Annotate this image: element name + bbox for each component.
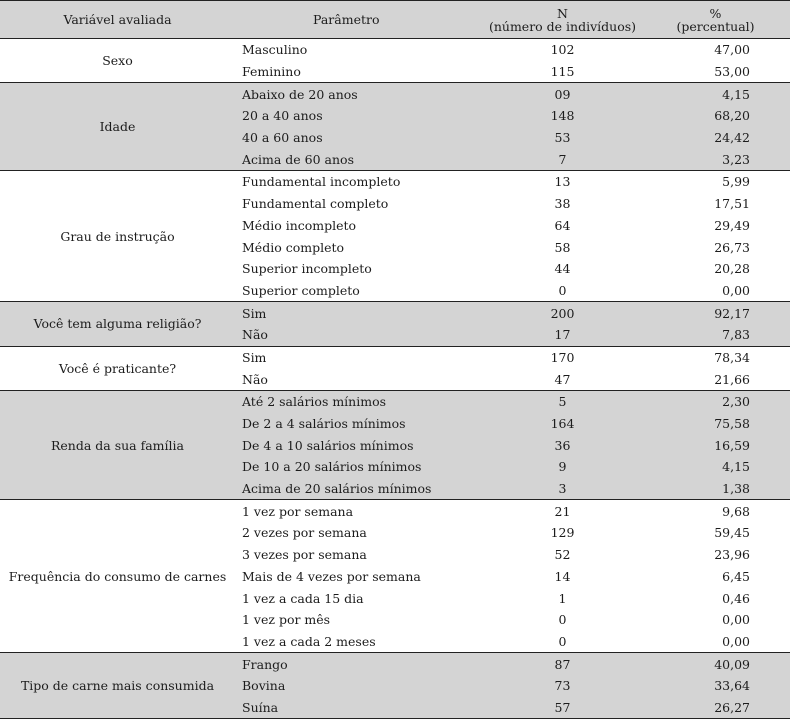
header-n bbox=[484, 1, 641, 39]
variable-name: Idade bbox=[0, 83, 235, 171]
parameter-cell: 3 vezes por semana bbox=[242, 547, 367, 563]
group-7 bbox=[0, 653, 790, 719]
percent-cell: 68,20 bbox=[641, 105, 790, 127]
n-cell: 21 bbox=[554, 503, 571, 519]
percent-cell: 9,68 bbox=[722, 503, 750, 519]
group-5 bbox=[0, 391, 790, 500]
group-4 bbox=[0, 346, 790, 390]
table-row bbox=[0, 171, 790, 193]
percent-cell: 6,45 bbox=[722, 568, 750, 584]
parameter-cell: Fundamental incompleto bbox=[242, 174, 401, 190]
parameter-cell: 2 vezes por semana bbox=[242, 525, 367, 541]
table-row bbox=[0, 391, 790, 413]
percent-cell: 0,00 bbox=[722, 612, 750, 628]
parameter-cell: Abaixo de 20 anos bbox=[235, 83, 484, 105]
variable-name: Frequência do consumo de carnes bbox=[8, 568, 227, 584]
variable-name: Tipo de carne mais consumida bbox=[0, 653, 235, 719]
percent-cell: 21,66 bbox=[714, 371, 750, 387]
parameter-cell: 1 vez a cada 2 meses bbox=[242, 633, 376, 649]
group-2 bbox=[0, 171, 790, 302]
parameter-cell: Acima de 60 anos bbox=[235, 148, 484, 170]
parameter-cell: Mais de 4 vezes por semana bbox=[242, 568, 421, 584]
parameter-cell: 1 vez por mês bbox=[242, 612, 331, 628]
parameter-cell: Sim bbox=[242, 349, 267, 365]
header-parameter: Parâmetro bbox=[235, 1, 484, 39]
group-3 bbox=[0, 302, 790, 346]
variable-name: Sexo bbox=[102, 53, 133, 69]
variable-name: Grau de instrução bbox=[60, 228, 175, 244]
n-cell: 0 bbox=[558, 633, 567, 649]
n-cell: 87 bbox=[484, 653, 641, 675]
parameter-cell: Não bbox=[235, 324, 484, 346]
n-cell: 200 bbox=[484, 302, 641, 324]
percent-cell: 5,99 bbox=[722, 174, 750, 190]
table-row bbox=[0, 346, 790, 368]
percent-cell: 4,15 bbox=[641, 456, 790, 478]
n-cell: 0 bbox=[558, 612, 567, 628]
percent-cell: 2,30 bbox=[641, 391, 790, 413]
percent-cell: 40,09 bbox=[641, 653, 790, 675]
parameter-cell: Bovina bbox=[235, 675, 484, 697]
table-row bbox=[0, 500, 790, 522]
parameter-cell: Até 2 salários mínimos bbox=[235, 391, 484, 413]
percent-cell: 59,45 bbox=[714, 525, 750, 541]
percent-cell: 16,59 bbox=[641, 434, 790, 456]
n-cell: 7 bbox=[484, 148, 641, 170]
parameter-cell: Frango bbox=[235, 653, 484, 675]
parameter-cell: Superior incompleto bbox=[242, 261, 372, 277]
parameter-cell: Acima de 20 salários mínimos bbox=[235, 478, 484, 500]
percent-cell: 92,17 bbox=[641, 302, 790, 324]
header-n-sub: (número de indivíduos) bbox=[488, 18, 637, 34]
variable-name: Renda da sua família bbox=[0, 391, 235, 500]
header-variable: Variável avaliada bbox=[0, 1, 235, 39]
n-cell: 14 bbox=[554, 568, 571, 584]
percent-cell: 23,96 bbox=[714, 547, 750, 563]
n-cell: 64 bbox=[554, 217, 571, 233]
percent-cell: 75,58 bbox=[641, 413, 790, 435]
n-cell: 0 bbox=[558, 282, 567, 298]
n-cell: 47 bbox=[554, 371, 571, 387]
percent-cell: 78,34 bbox=[714, 349, 750, 365]
parameter-cell: 1 vez por semana bbox=[242, 503, 354, 519]
percent-cell: 33,64 bbox=[641, 675, 790, 697]
percent-cell: 26,27 bbox=[641, 697, 790, 719]
percent-cell: 7,83 bbox=[641, 324, 790, 346]
n-cell: 170 bbox=[550, 349, 575, 365]
parameter-cell: Sim bbox=[235, 302, 484, 324]
percent-cell: 26,73 bbox=[714, 239, 750, 255]
parameter-cell: 20 a 40 anos bbox=[235, 105, 484, 127]
n-cell: 36 bbox=[484, 434, 641, 456]
parameter-cell: De 4 a 10 salários mínimos bbox=[235, 434, 484, 456]
parameter-cell: 40 a 60 anos bbox=[235, 127, 484, 149]
parameter-cell: Fundamental completo bbox=[242, 196, 389, 212]
parameter-cell: Médio completo bbox=[242, 239, 345, 255]
n-cell: 102 bbox=[550, 42, 575, 58]
header-pct-sub: (percentual) bbox=[676, 18, 755, 34]
group-0 bbox=[0, 39, 790, 83]
n-cell: 129 bbox=[550, 525, 575, 541]
variable-name: Você é praticante? bbox=[58, 360, 177, 376]
n-cell: 53 bbox=[484, 127, 641, 149]
table-row bbox=[0, 653, 790, 675]
percent-cell: 53,00 bbox=[714, 64, 750, 80]
table-row bbox=[0, 302, 790, 324]
parameter-cell: De 2 a 4 salários mínimos bbox=[235, 413, 484, 435]
table-row bbox=[0, 39, 790, 61]
n-cell: 5 bbox=[484, 391, 641, 413]
header-pct bbox=[641, 1, 790, 39]
parameter-cell: Suína bbox=[235, 697, 484, 719]
n-cell: 38 bbox=[554, 196, 571, 212]
percent-cell: 29,49 bbox=[714, 217, 750, 233]
n-cell: 13 bbox=[554, 174, 571, 190]
n-cell: 148 bbox=[484, 105, 641, 127]
n-cell: 09 bbox=[484, 83, 641, 105]
n-cell: 115 bbox=[550, 64, 575, 80]
table-row bbox=[0, 83, 790, 105]
n-cell: 73 bbox=[484, 675, 641, 697]
group-1 bbox=[0, 83, 790, 171]
percent-cell: 24,42 bbox=[641, 127, 790, 149]
n-cell: 57 bbox=[484, 697, 641, 719]
percent-cell: 20,28 bbox=[714, 261, 750, 277]
parameter-cell: Superior completo bbox=[242, 282, 360, 298]
n-cell: 1 bbox=[558, 590, 567, 606]
n-cell: 3 bbox=[484, 478, 641, 500]
n-cell: 44 bbox=[554, 261, 571, 277]
parameter-cell: 1 vez a cada 15 dia bbox=[242, 590, 364, 606]
n-cell: 52 bbox=[554, 547, 571, 563]
percent-cell: 3,23 bbox=[641, 148, 790, 170]
n-cell: 9 bbox=[484, 456, 641, 478]
percent-cell: 0,00 bbox=[722, 633, 750, 649]
header-n-label: N bbox=[557, 5, 568, 21]
parameter-cell: Masculino bbox=[242, 42, 308, 58]
group-6 bbox=[0, 500, 790, 653]
variable-name: Você tem alguma religião? bbox=[0, 302, 235, 346]
percent-cell: 0,00 bbox=[722, 282, 750, 298]
table-header bbox=[0, 1, 790, 39]
parameter-cell: De 10 a 20 salários mínimos bbox=[235, 456, 484, 478]
parameter-cell: Não bbox=[242, 371, 268, 387]
percent-cell: 0,46 bbox=[722, 590, 750, 606]
n-cell: 164 bbox=[484, 413, 641, 435]
percent-cell: 17,51 bbox=[714, 196, 750, 212]
percent-cell: 1,38 bbox=[641, 478, 790, 500]
parameter-cell: Feminino bbox=[242, 64, 301, 80]
percent-cell: 47,00 bbox=[714, 42, 750, 58]
header-pct-label: % bbox=[709, 5, 722, 21]
parameter-cell: Médio incompleto bbox=[242, 217, 357, 233]
n-cell: 17 bbox=[484, 324, 641, 346]
percent-cell: 4,15 bbox=[641, 83, 790, 105]
n-cell: 58 bbox=[554, 239, 571, 255]
